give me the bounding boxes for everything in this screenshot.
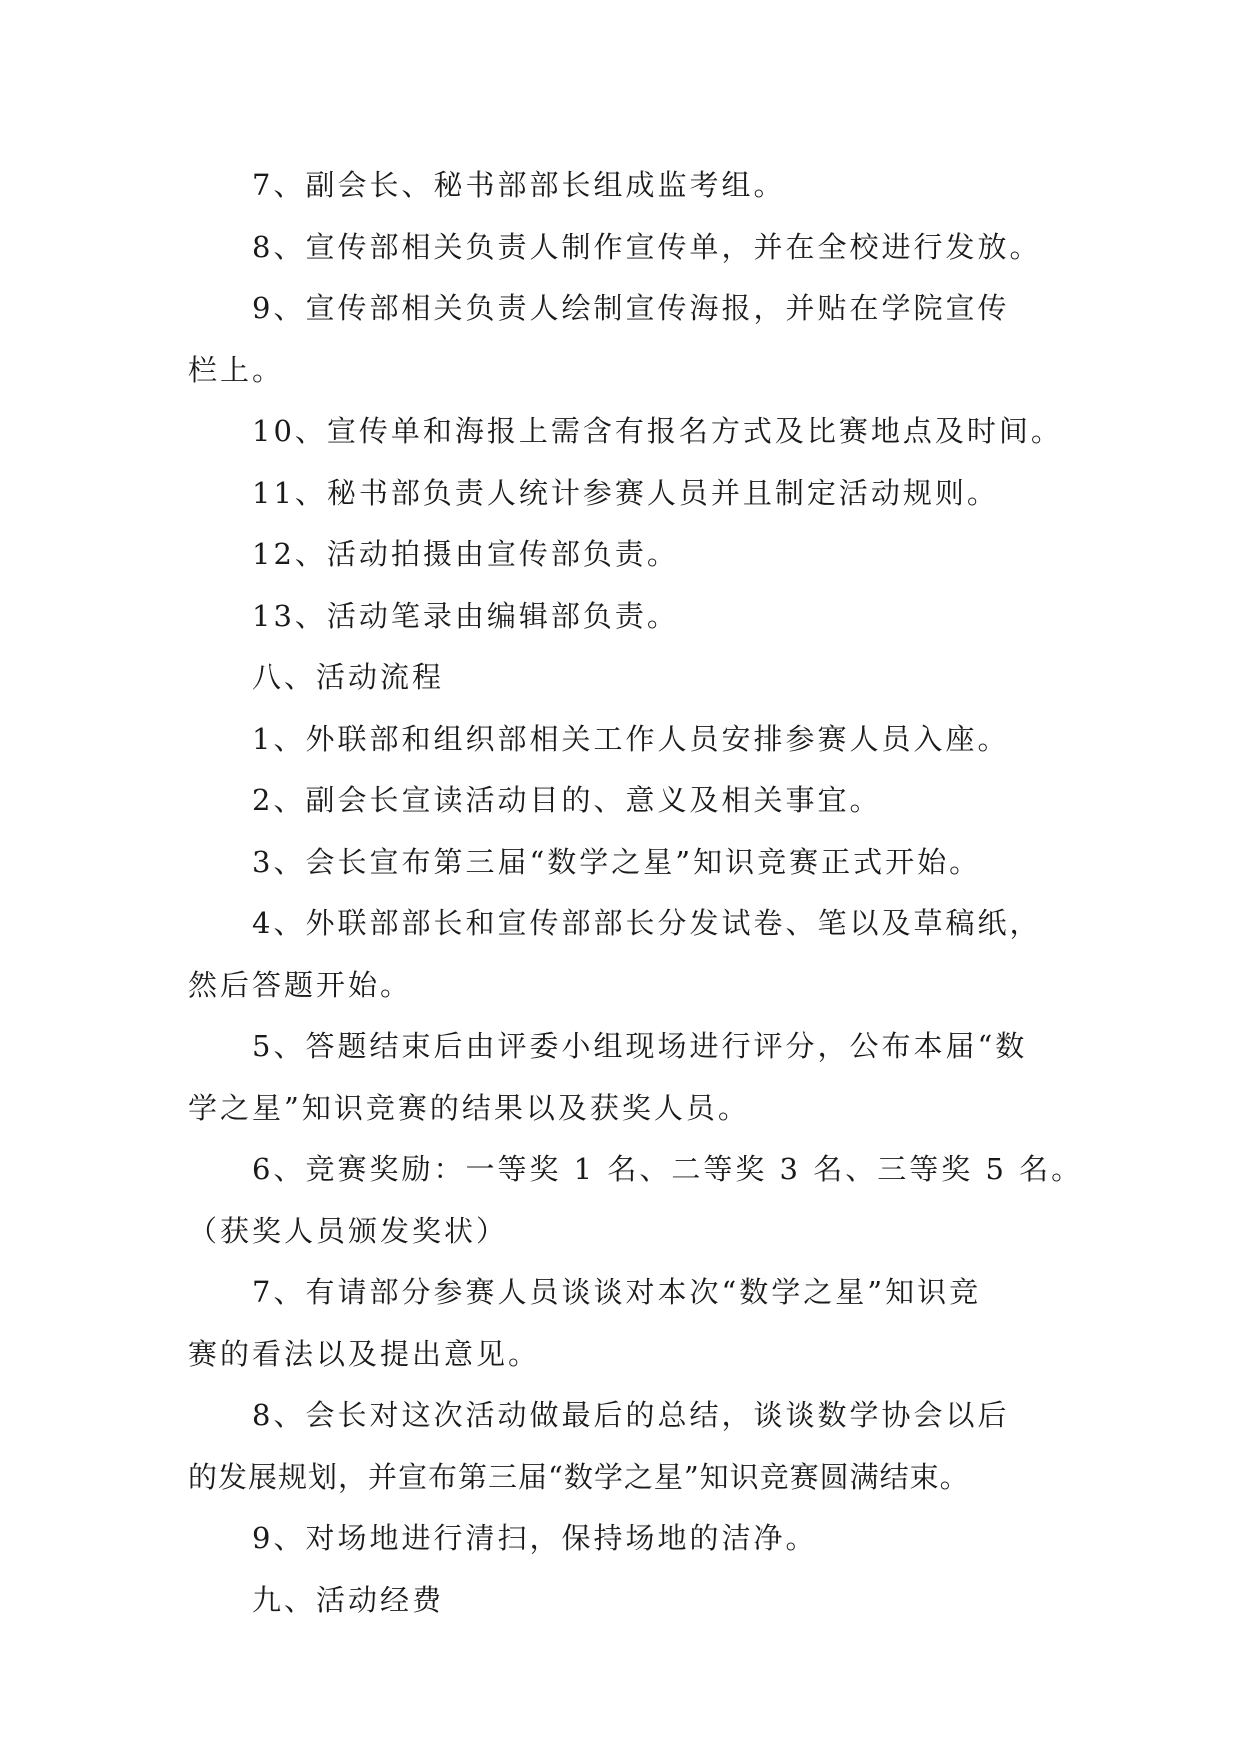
text-line: 8、宣传部相关负责人制作宣传单，并在全校进行发放。	[252, 230, 1042, 264]
text-line: 9、宣传部相关负责人绘制宣传海报，并贴在学院宣传	[252, 291, 1010, 325]
text-line: 11、秘书部负责人统计参赛人员并且制定活动规则。	[252, 476, 999, 510]
text-line: 10、宣传单和海报上需含有报名方式及比赛地点及时间。	[252, 414, 1063, 448]
text-line: 5、答题结束后由评委小组现场进行评分，公布本届“数	[252, 1029, 1028, 1063]
text-line: 12、活动拍摄由宣传部负责。	[252, 537, 679, 571]
section-heading: 九、活动经费	[252, 1583, 445, 1617]
text-line: 赛的看法以及提出意见。	[188, 1337, 541, 1371]
text-line: 3、会长宣布第三届“数学之星”知识竞赛正式开始。	[252, 845, 982, 879]
text-line: （获奖人员颁发奖状）	[188, 1214, 509, 1248]
text-line: 然后答题开始。	[188, 968, 413, 1002]
text-line: 9、对场地进行清扫，保持场地的洁净。	[252, 1521, 818, 1555]
text-line: 7、有请部分参赛人员谈谈对本次“数学之星”知识竞	[252, 1275, 982, 1309]
text-line: 13、活动笔录由编辑部负责。	[252, 599, 679, 633]
text-line: 的发展规划，并宣布第三届“数学之星”知识竞赛圆满结束。	[188, 1460, 970, 1494]
text-line: 7、副会长、秘书部部长组成监考组。	[252, 168, 786, 202]
text-line: 8、会长对这次活动做最后的总结，谈谈数学协会以后	[252, 1398, 1010, 1432]
text-line: 学之星”知识竞赛的结果以及获奖人员。	[188, 1091, 750, 1125]
section-heading: 八、活动流程	[252, 660, 445, 694]
text-line: 1、外联部和组织部相关工作人员安排参赛人员入座。	[252, 722, 1010, 756]
text-line: 栏上。	[188, 353, 285, 387]
text-line: 2、副会长宣读活动目的、意义及相关事宜。	[252, 783, 882, 817]
text-line: 6、竞赛奖励：一等奖 1 名、二等奖 3 名、三等奖 5 名。	[252, 1152, 1084, 1186]
text-line: 4、外联部部长和宣传部部长分发试卷、笔以及草稿纸，	[252, 906, 1042, 940]
